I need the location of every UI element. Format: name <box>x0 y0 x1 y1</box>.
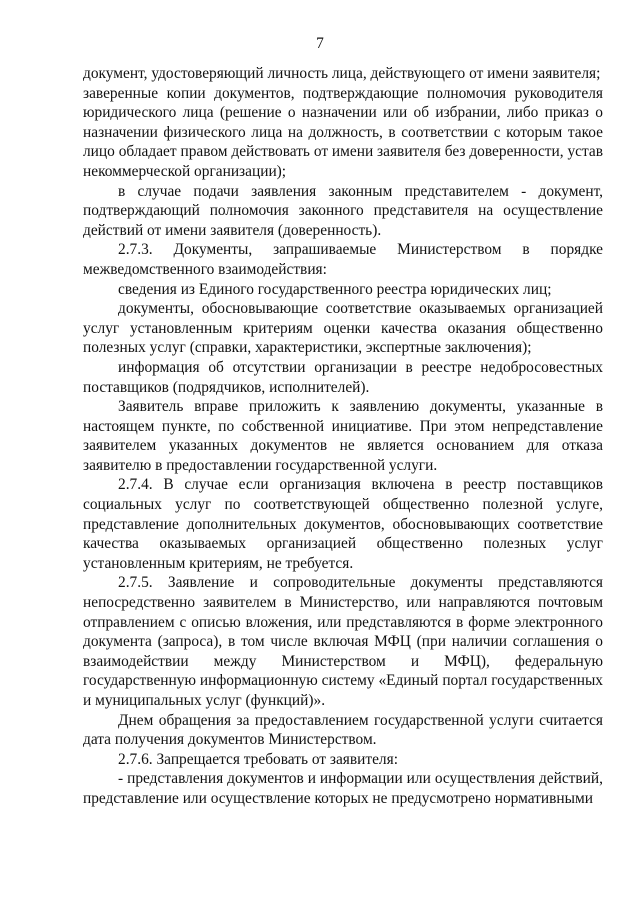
paragraph: документы, обосновывающие соответствие оказываемых организацией услуг установленным критериям оценки качества оказания общественно полезных услуг (справки, характеристики, экспертные заключения); <box>83 300 603 357</box>
page-number: 7 <box>316 35 324 52</box>
paragraph: 2.7.3. Документы, запрашиваемые Министерством в порядке межведомственного взаимодействия: <box>83 241 603 278</box>
paragraph: сведения из Единого государственного реестра юридических лиц; <box>118 280 552 298</box>
paragraph: информация об отсутствии организации в реестре недобросовестных поставщиков (подрядчиков, исполнителей). <box>83 358 603 396</box>
document-body <box>83 64 603 809</box>
paragraph: заверенные копии документов, подтверждающие полномочия руководителя юридического лица (решение о назначении или об избрании, либо приказ о назначении физического лица на должность, в соответствии с которым такое лицо обладает правом действовать от имени заявителя без доверенности, устав некоммерческой организации); <box>83 84 603 180</box>
paragraph: 2.7.6. Запрещается требовать от заявителя: <box>118 750 398 768</box>
paragraph: Заявитель вправе приложить к заявлению документы, указанные в настоящем пункте, по собственной инициативе. При этом непредставление заявителем указанных документов не является основанием для отказа заявителю в предоставлении государственной услуги. <box>83 398 603 474</box>
paragraph: документ, удостоверяющий личность лица, действующего от имени заявителя; <box>83 65 601 82</box>
paragraph: - представления документов и информации или осуществления действий, представление или осуществление которых не предусмотрено нормативными <box>83 770 603 807</box>
paragraph: 2.7.5. Заявление и сопроводительные документы представляются непосредственно заявителем в Министерство, или направляются почтовым отправлением с описью вложения, или представляются в форме электронного документа (запроса), в том числе включая МФЦ (при наличии соглашения о взаимодействии между Министерством и МФЦ), федеральную государственную информационную систему «Единый портал государственных и муниципальных услуг (функций)». <box>83 574 603 709</box>
paragraph: 2.7.4. В случае если организация включена в реестр поставщиков социальных услуг по соответствующей общественно полезной услуге, представление дополнительных документов, обосновывающих соответствие качества оказываемых организацией общественно полезных услуг установленным критериям, не требуется. <box>83 476 603 572</box>
paragraph: в случае подачи заявления законным представителем - документ, подтверждающий полномочия законного представителя на осуществление действий от имени заявителя (доверенность). <box>83 182 603 239</box>
paragraph: Днем обращения за предоставлением государственной услуги считается дата получения документов Министерством. <box>83 711 603 749</box>
